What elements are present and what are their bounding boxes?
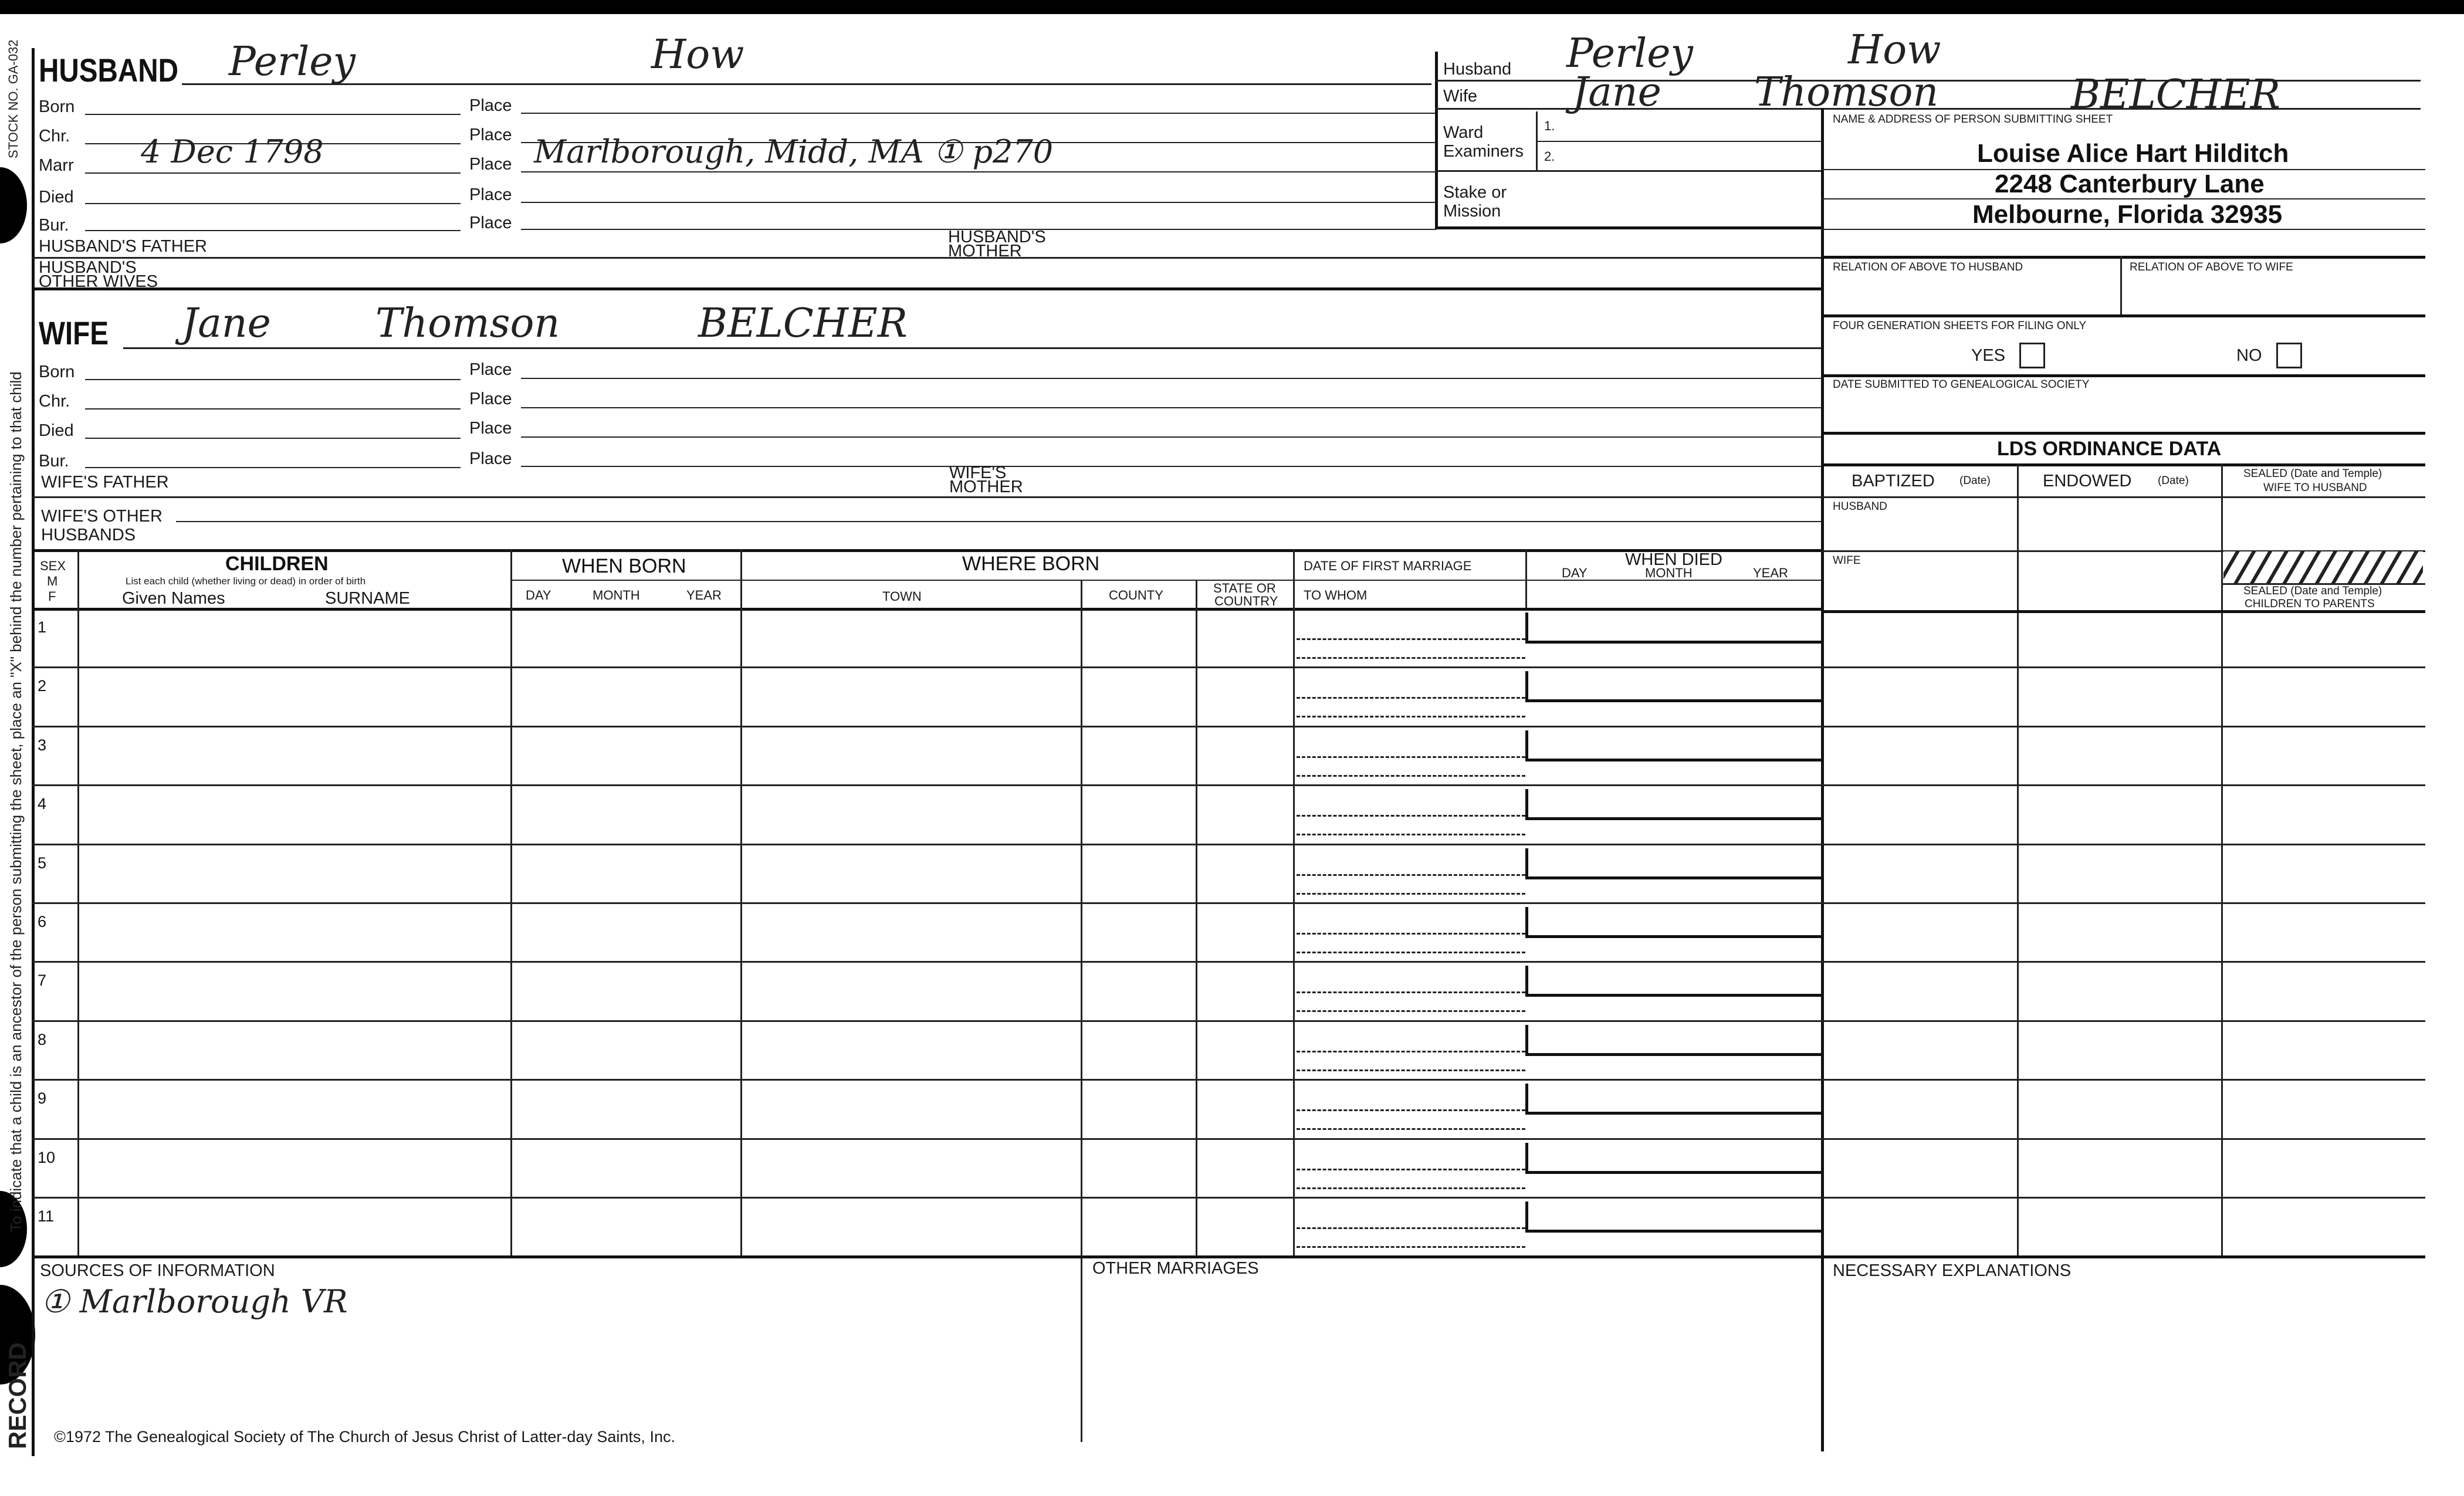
four-gen-bottom	[1821, 374, 2425, 377]
husband-bur-line	[85, 230, 461, 231]
col-county	[1196, 580, 1197, 1257]
wifes-mother-label-2: MOTHER	[949, 478, 1023, 496]
wife-chr-place-line	[521, 407, 1821, 408]
summary-husband-given: Perley	[1566, 31, 1693, 77]
husband-section-bottom	[32, 287, 1821, 290]
submitter-line-3	[1821, 229, 2425, 230]
form-left-border	[32, 48, 35, 1456]
died-line	[1525, 1171, 1821, 1174]
record-label: RECORD	[4, 1342, 31, 1449]
where-born-heading: WHERE BORN	[962, 553, 1100, 575]
examiner-1: 1.	[1544, 119, 1555, 133]
died-line	[1525, 1112, 1821, 1115]
husband-name-line	[182, 83, 1431, 85]
husbands-mother-label-2: MOTHER	[948, 242, 1022, 260]
examiner-line	[1536, 141, 1823, 142]
binder-hole-top	[0, 167, 27, 243]
submitter-city: Melbourne, Florida 32935	[1972, 200, 2283, 229]
wife-bur-place-label: Place	[469, 449, 512, 468]
died-bracket-tick	[1525, 1025, 1528, 1054]
lds-hatched-cell	[2223, 551, 2423, 583]
child-row-line	[32, 961, 2425, 963]
wife-born-place-label: Place	[469, 360, 512, 379]
marriage-date-dash	[1297, 697, 1525, 699]
when-born-heading: WHEN BORN	[562, 555, 686, 577]
husband-heading: HUSBAND	[39, 52, 178, 89]
husband-marr-label: Marr	[39, 156, 74, 175]
summary-wife-surname: BELCHER	[2071, 72, 2280, 118]
husbands-father-label: HUSBAND'S FATHER	[39, 237, 207, 256]
marriage-date-dash	[1297, 933, 1525, 935]
summary-left-border	[1435, 52, 1438, 228]
born-month-label: MONTH	[593, 588, 640, 603]
husband-marr-place: Marlborough, Midd, MA ① p270	[534, 133, 1054, 170]
born-year-label: YEAR	[686, 588, 722, 603]
surname-label: SURNAME	[325, 589, 411, 608]
husband-given-name: Perley	[229, 39, 356, 85]
date-submitted-bottom	[1821, 432, 2425, 435]
marriage-date-dash	[1297, 991, 1525, 993]
children-header-bottom	[32, 608, 1821, 611]
to-whom-dash	[1297, 716, 1525, 717]
wife-died-line	[85, 438, 461, 439]
ward-label-1: Ward	[1443, 123, 1484, 142]
marriage-date-dash	[1297, 1169, 1525, 1170]
husband-chr-label: Chr.	[39, 127, 70, 145]
husbands-mother-label-1: HUSBAND'S	[948, 228, 1046, 246]
child-row-line	[32, 1079, 2425, 1081]
lds-sealed-label-1: SEALED (Date and Temple)	[2243, 468, 2382, 480]
copyright: ©1972 The Genealogical Society of The Church of Jesus Christ of Latter-day Saints, Inc.	[54, 1428, 675, 1446]
child-row-line	[32, 1197, 2425, 1199]
child-row-number: 5	[38, 854, 47, 872]
died-line	[1525, 1230, 1821, 1233]
wife-bur-line	[85, 467, 461, 468]
sources-label: SOURCES OF INFORMATION	[40, 1261, 275, 1280]
examiner-2: 2.	[1544, 149, 1555, 164]
relation-to-husband-label: RELATION OF ABOVE TO HUSBAND	[1833, 261, 2023, 273]
lds-title-rule	[1821, 463, 2425, 466]
relation-divider	[2120, 256, 2122, 314]
husband-bur-place-label: Place	[469, 214, 512, 232]
state-label-2: COUNTRY	[1214, 594, 1278, 608]
summary-wife-label: Wife	[1443, 87, 1477, 106]
lds-col-divider-2	[2221, 463, 2223, 1255]
husband-born-place-label: Place	[469, 96, 512, 115]
wife-other-husbands-2: HUSBANDS	[41, 526, 136, 544]
child-row-line	[32, 1138, 2425, 1140]
child-row-line	[32, 784, 2425, 786]
sex-label-1: SEX	[40, 559, 66, 573]
died-line	[1525, 641, 1821, 644]
child-row-line	[32, 902, 2425, 904]
children-table-bottom	[32, 1255, 2425, 1258]
husband-other-wives-1: HUSBAND'S	[39, 258, 137, 277]
to-whom-dash	[1297, 1010, 1525, 1012]
wifes-father-label: WIFE'S FATHER	[41, 473, 169, 492]
child-row-number: 4	[38, 795, 47, 813]
to-whom-dash	[1297, 1187, 1525, 1189]
husband-born-line	[85, 114, 461, 115]
lds-endowed-date-note: (Date)	[2158, 475, 2189, 487]
wife-born-line	[85, 379, 461, 380]
died-bracket-tick	[1525, 789, 1528, 818]
husband-marr-line	[85, 172, 461, 174]
husband-bur-label: Bur.	[39, 216, 69, 235]
died-day-label: DAY	[1562, 566, 1588, 580]
stake-label-2: Mission	[1443, 202, 1501, 221]
husband-died-place-label: Place	[469, 185, 512, 204]
lds-sealed-label-2: WIFE TO HUSBAND	[2263, 482, 2367, 494]
to-whom-dash	[1297, 952, 1525, 953]
submitter-name: Louise Alice Hart Hilditch	[1977, 139, 2289, 168]
stock-number: STOCK NO. GA-032	[6, 39, 21, 158]
sex-label-3: F	[48, 589, 56, 604]
four-gen-label: FOUR GENERATION SHEETS FOR FILING ONLY	[1833, 320, 2087, 332]
wife-died-label: Died	[39, 421, 74, 440]
died-bracket-tick	[1525, 907, 1528, 936]
lds-header-bottom	[1821, 496, 2425, 498]
ward-label-2: Examiners	[1443, 142, 1524, 161]
right-column-divider	[1821, 108, 1824, 1451]
marriage-date-dash	[1297, 815, 1525, 817]
child-row-number: 2	[38, 677, 47, 695]
to-whom-dash	[1297, 893, 1525, 895]
husband-born-label: Born	[39, 97, 75, 116]
when-died-heading: WHEN DIED	[1625, 550, 1722, 569]
child-row-number: 9	[38, 1089, 47, 1108]
submitter-label: NAME & ADDRESS OF PERSON SUBMITTING SHEET	[1833, 113, 2113, 126]
sources-value: ① Marlborough VR	[41, 1283, 348, 1320]
wife-section-bottom	[32, 549, 1821, 552]
county-label: COUNTY	[1109, 588, 1163, 603]
wife-chr-line	[85, 408, 461, 409]
wife-died-place-line	[521, 436, 1821, 438]
side-instruction: To indicate that a child is an ancestor of the person submitting the sheet, place an "X" behind the number pertaining to that child	[7, 371, 25, 1232]
four-gen-no-checkbox[interactable]	[2276, 343, 2302, 368]
col-marriage-header	[1525, 549, 1527, 608]
lds-wife-bottom	[1821, 610, 2425, 613]
scan-top-edge	[0, 0, 2464, 14]
to-whom-dash	[1297, 834, 1525, 835]
lds-sealed-children-2: CHILDREN TO PARENTS	[2245, 598, 2375, 610]
died-bracket-tick	[1525, 848, 1528, 878]
child-row-number: 11	[38, 1207, 55, 1225]
lds-wife-label: WIFE	[1833, 554, 1861, 567]
to-whom-dash	[1297, 657, 1525, 659]
husband-died-line	[85, 203, 461, 204]
husband-surname: How	[651, 32, 744, 78]
wifes-mother-label-1: WIFE'S	[949, 463, 1007, 482]
child-row-number: 10	[38, 1148, 56, 1166]
wife-chr-label: Chr.	[39, 392, 70, 411]
wife-born-place-line	[521, 378, 1821, 379]
sex-label-2: M	[47, 574, 58, 588]
marriage-date-dash	[1297, 1109, 1525, 1111]
marriage-date-dash	[1297, 756, 1525, 758]
died-bracket-tick	[1525, 1201, 1528, 1231]
child-row-number: 8	[38, 1030, 47, 1048]
four-gen-no-label: NO	[2236, 346, 2262, 365]
summary-wife-given: Jane	[1572, 69, 1661, 116]
died-line	[1525, 817, 1821, 820]
to-whom-dash	[1297, 1128, 1525, 1130]
child-row-line	[32, 666, 2425, 668]
wife-other-husbands-1: WIFE'S OTHER	[41, 507, 163, 526]
four-gen-yes-label: YES	[1971, 346, 2006, 365]
submitter-bottom	[1821, 256, 2425, 259]
died-line	[1525, 876, 1821, 879]
husband-other-wives-2: OTHER WIVES	[39, 272, 158, 291]
child-row-number: 3	[38, 736, 47, 754]
died-bracket-tick	[1525, 966, 1528, 995]
wife-born-label: Born	[39, 363, 75, 381]
to-whom-dash	[1297, 1069, 1525, 1071]
died-year-label: YEAR	[1753, 566, 1788, 580]
died-line	[1525, 935, 1821, 938]
wife-father-rule	[32, 496, 1821, 498]
town-label: TOWN	[882, 589, 922, 604]
other-marriages-label: OTHER MARRIAGES	[1092, 1259, 1259, 1278]
given-names-label: Given Names	[122, 589, 225, 608]
died-line	[1525, 759, 1821, 761]
died-line	[1525, 1053, 1821, 1056]
summary-wife-middle: Thomson	[1754, 69, 1939, 116]
child-row-number: 6	[38, 913, 47, 930]
summary-husband-surname: How	[1848, 27, 1941, 73]
died-line	[1525, 994, 1821, 997]
submitter-line-2	[1821, 198, 2425, 199]
husband-died-place-line	[521, 202, 1436, 203]
wife-name-line	[123, 347, 1821, 349]
died-bracket-tick	[1525, 1084, 1528, 1113]
died-bracket-tick	[1525, 671, 1528, 700]
lds-baptized-label: BAPTIZED	[1852, 472, 1935, 490]
state-label-1: STATE OR	[1213, 581, 1276, 595]
marriage-date-dash	[1297, 1051, 1525, 1052]
died-month-label: MONTH	[1645, 566, 1693, 580]
husband-chr-place-label: Place	[469, 126, 512, 144]
wife-middle-name: Thomson	[375, 300, 560, 347]
children-note: List each child (whether living or dead) in order of birth	[126, 576, 366, 587]
husband-marr-place-line	[521, 171, 1436, 172]
lds-endowed-label: ENDOWED	[2043, 472, 2132, 490]
col-town	[1081, 580, 1082, 1442]
submitter-street: 2248 Canterbury Lane	[1995, 170, 2265, 198]
wife-died-place-label: Place	[469, 419, 512, 438]
husband-born-place-line	[521, 113, 1436, 114]
wife-other-husbands-line	[176, 521, 1821, 522]
relation-to-wife-label: RELATION OF ABOVE TO WIFE	[2130, 261, 2293, 273]
marriage-date-dash	[1297, 638, 1525, 640]
wife-bur-label: Bur.	[39, 452, 69, 471]
first-marriage-label: DATE OF FIRST MARRIAGE	[1304, 559, 1472, 573]
marriage-date-dash	[1297, 874, 1525, 876]
to-whom-dash	[1297, 775, 1525, 777]
wife-chr-place-label: Place	[469, 390, 512, 408]
wife-bur-place-line	[521, 466, 1821, 467]
marriage-date-dash	[1297, 1227, 1525, 1229]
summary-husband-label: Husband	[1443, 60, 1512, 79]
lds-baptized-date-note: (Date)	[1959, 475, 1991, 487]
husband-marr-date: 4 Dec 1798	[141, 133, 324, 170]
died-bracket-tick	[1525, 1143, 1528, 1172]
children-heading: CHILDREN	[225, 553, 329, 575]
to-whom-dash	[1297, 1246, 1525, 1248]
child-row-line	[32, 726, 2425, 727]
lds-sealed-children-1: SEALED (Date and Temple)	[2243, 585, 2382, 597]
necessary-explanations-label: NECESSARY EXPLANATIONS	[1833, 1261, 2072, 1280]
wife-given-name: Jane	[182, 300, 271, 347]
child-row-line	[32, 1020, 2425, 1022]
to-whom-label: TO WHOM	[1304, 588, 1368, 603]
died-bracket-tick	[1525, 730, 1528, 760]
died-bracket-tick	[1525, 612, 1528, 642]
lds-title: LDS ORDINANCE DATA	[1997, 438, 2222, 460]
died-header-rule	[1525, 580, 1821, 581]
husband-father-rule	[32, 257, 1821, 259]
child-row-line	[32, 844, 2425, 845]
born-day-label: DAY	[526, 588, 551, 603]
four-gen-yes-checkbox[interactable]	[2019, 343, 2045, 368]
stake-label-1: Stake or	[1443, 183, 1507, 202]
husband-died-label: Died	[39, 188, 74, 207]
lds-col-divider-1	[2017, 463, 2019, 1255]
date-submitted-label: DATE SUBMITTED TO GENEALOGICAL SOCIETY	[1833, 378, 2090, 391]
wife-heading: WIFE	[39, 314, 109, 351]
died-line	[1525, 699, 1821, 702]
relation-bottom	[1821, 314, 2425, 317]
ward-bottom-line	[1435, 170, 1823, 172]
wife-surname: BELCHER	[698, 300, 908, 347]
summary-bottom-border	[1435, 226, 1823, 229]
child-row-number: 7	[38, 972, 47, 990]
child-row-number: 1	[38, 618, 47, 636]
husband-marr-place-label: Place	[469, 155, 512, 174]
lds-husband-label: HUSBAND	[1833, 500, 1887, 513]
